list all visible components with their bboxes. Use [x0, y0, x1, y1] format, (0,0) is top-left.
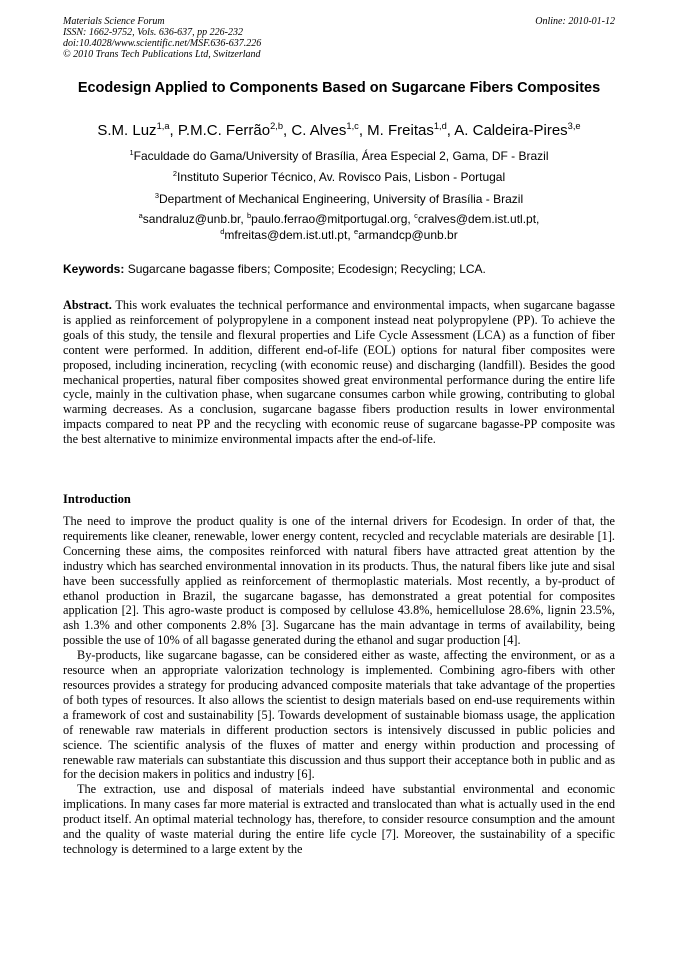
email-sup: c [414, 211, 418, 220]
doi-line: doi:10.4028/www.scientific.net/MSF.636-637.226 [63, 38, 262, 49]
keywords-label: Keywords: [63, 262, 125, 276]
email-sup: d [220, 227, 225, 236]
author-name: A. Caldeira-Pires [454, 122, 568, 139]
affiliation-text: Instituto Superior Técnico, Av. Rovisco Pais, Lisbon - Portugal [176, 170, 506, 184]
affiliation-sup: 1 [129, 148, 134, 157]
affiliation-3 [40, 192, 638, 207]
section-heading-introduction: Introduction [63, 492, 131, 506]
author-name: M. Freitas [367, 122, 434, 139]
paragraph: The extraction, use and disposal of materials indeed have substantial environmental and economic implications. In many cases far more material is extracted and translocated than what is actually used in the end product itself. An optimal material technology has, therefore, to consider resource consumption and the amount and the quality of waste material during the entire life cycle [7]. Moreover, the sustainability of a specific technology is determined to a large extent by the [63, 782, 615, 856]
journal-header [63, 16, 615, 60]
online-date: Online: 2010-01-12 [535, 16, 615, 27]
email-address[interactable]: armandcp@unb.br [358, 228, 458, 242]
affiliation-text: Faculdade do Gama/University of Brasília, Área Especial 2, Gama, DF - Brazil [133, 149, 549, 163]
email-sup: e [353, 227, 359, 236]
author-list: S.M. Luz$^{1,a}$, P.M.C. Ferrão$^{2,b}$, C. Alves$^{1,c}$, M. Freitas$^{1,d}$, A. Caldeira-Pires$^{3,e}$ [97, 121, 581, 139]
copyright-line: © 2010 Trans Tech Publications Ltd, Switzerland [63, 49, 261, 60]
author-affil-sup: 1,c [346, 121, 359, 131]
affiliation-2 [40, 170, 638, 185]
affiliation-text: Department of Mechanical Engineering, University of Brasília - Brazil [158, 192, 524, 206]
keywords-line [63, 262, 615, 277]
affiliation-1 [40, 149, 638, 164]
abstract-block [63, 298, 615, 447]
introduction-body [63, 514, 615, 857]
abstract-label: Abstract. [63, 298, 112, 312]
author-affil-sup: 1,a [156, 121, 170, 131]
author-affil-sup: 3,e [567, 121, 581, 131]
issn-line: ISSN: 1662-9752, Vols. 636-637, pp 226-232 [63, 27, 243, 38]
paragraph: By-products, like sugarcane bagasse, can be considered either as waste, affecting the environment, or as a resource when an appropriate valorization technology is implemented. Combining agro-fibers with other resources provides a strategy for producing advanced composite materials that take advantage of the properties of both types of resources. It also allows the scientist to design materials based on end-use requirements within a framework of cost and sustainability [5]. Towards development of sustainable biomass usage, the application of renewable raw materials in different production sectors is intensively discussed in public policies and science. The scientific analysis of the fluxes of matter and energy within production and processing of renewable raw materials can substantiate this discussion and thus support their acceptance both in public and as for the decision makers in politics and industry [6]. [63, 648, 615, 782]
email-address[interactable]: paulo.ferrao@mitportugal.org [251, 212, 408, 226]
author-name: C. Alves [291, 122, 347, 139]
journal-name: Materials Science Forum [63, 16, 165, 27]
email-sup: b [247, 211, 252, 220]
author-affil-sup: 1,d [433, 121, 447, 131]
author-name: P.M.C. Ferrão [177, 122, 271, 139]
abstract-text: This work evaluates the technical performance and environmental impacts, when sugarcane bagasse is applied as reinforcement of polypropylene in a component instead neat polypropylene (PP). To achieve the goals of this study, the tensile and flexural properties and Life Cycle Assessment (LCA) as a function of fiber content were performed. In addition, different end-of-life (EOL) options for natural fiber composites were proposed, including incineration, recycling (with economic reuse) and discharging (landfill). Besides the good mechanical properties, natural fiber composites showed great environmental performance during the entire life cycle, mainly in the cultivation phase, when sugarcane consumes carbon while growing, contributing to global warming decreases. As a conclusion, sugarcane bagasse fibers production results in lower environmental impacts compared to neat PP and the recycling with economic reuse of sugarcane bagasse-PP composite was the best alternative to minimize environmental impacts after the end-of-life. [63, 298, 615, 447]
email-address[interactable]: mfreitas@dem.ist.utl.pt [224, 228, 348, 242]
affiliation-sup: 3 [154, 191, 159, 200]
paper-title: Ecodesign Applied to Components Based on Sugarcane Fibers Composites [77, 80, 601, 96]
email-address[interactable]: sandraluz@unb.br [142, 212, 241, 226]
email-address[interactable]: cralves@dem.ist.utl.pt [417, 212, 537, 226]
affiliation-sup: 2 [172, 169, 177, 178]
author-name: S.M. Luz [97, 122, 157, 139]
paragraph: The need to improve the product quality is one of the internal drivers for Ecodesign. In order of that, the requirements like cleaner, renewable, lower energy content, recycled and recyclable materials are desirable [1]. Concerning these aims, the composites reinforced with natural fibers have attracted great attention by the industry which has searched environmental innovation in its products. Thus, the natural fibers like jute and sisal have been successfully applied as reinforcement of thermoplastic materials. Most recently, a by-product of ethanol production in Brazil, the sugarcane bagasse, has demonstrated a great potential for composites application [2]. This agro-waste product is composed by cellulose 43.8%, hemicellulose 28.6%, lignin 23.5%, ash 1.3% and other components 2.8% [3]. Sugarcane has the main advantage in terms of availability, being possible the use of 10% of all bagasse generated during the ethanol and sugar production [4]. [63, 514, 615, 648]
email-block: $^a$sandraluz@unb.br, $^b$paulo.ferrao@mitportugal.org, $^c$cralves@dem.ist.utl.pt, $^d$mfreitas@dem.ist.utl.pt, $^e$armandcp@unb.br [138, 211, 540, 242]
keywords-text: Sugarcane bagasse fibers; Composite; Ecodesign; Recycling; LCA. [127, 262, 486, 276]
email-sup: a [138, 211, 143, 220]
author-affil-sup: 2,b [270, 121, 284, 131]
